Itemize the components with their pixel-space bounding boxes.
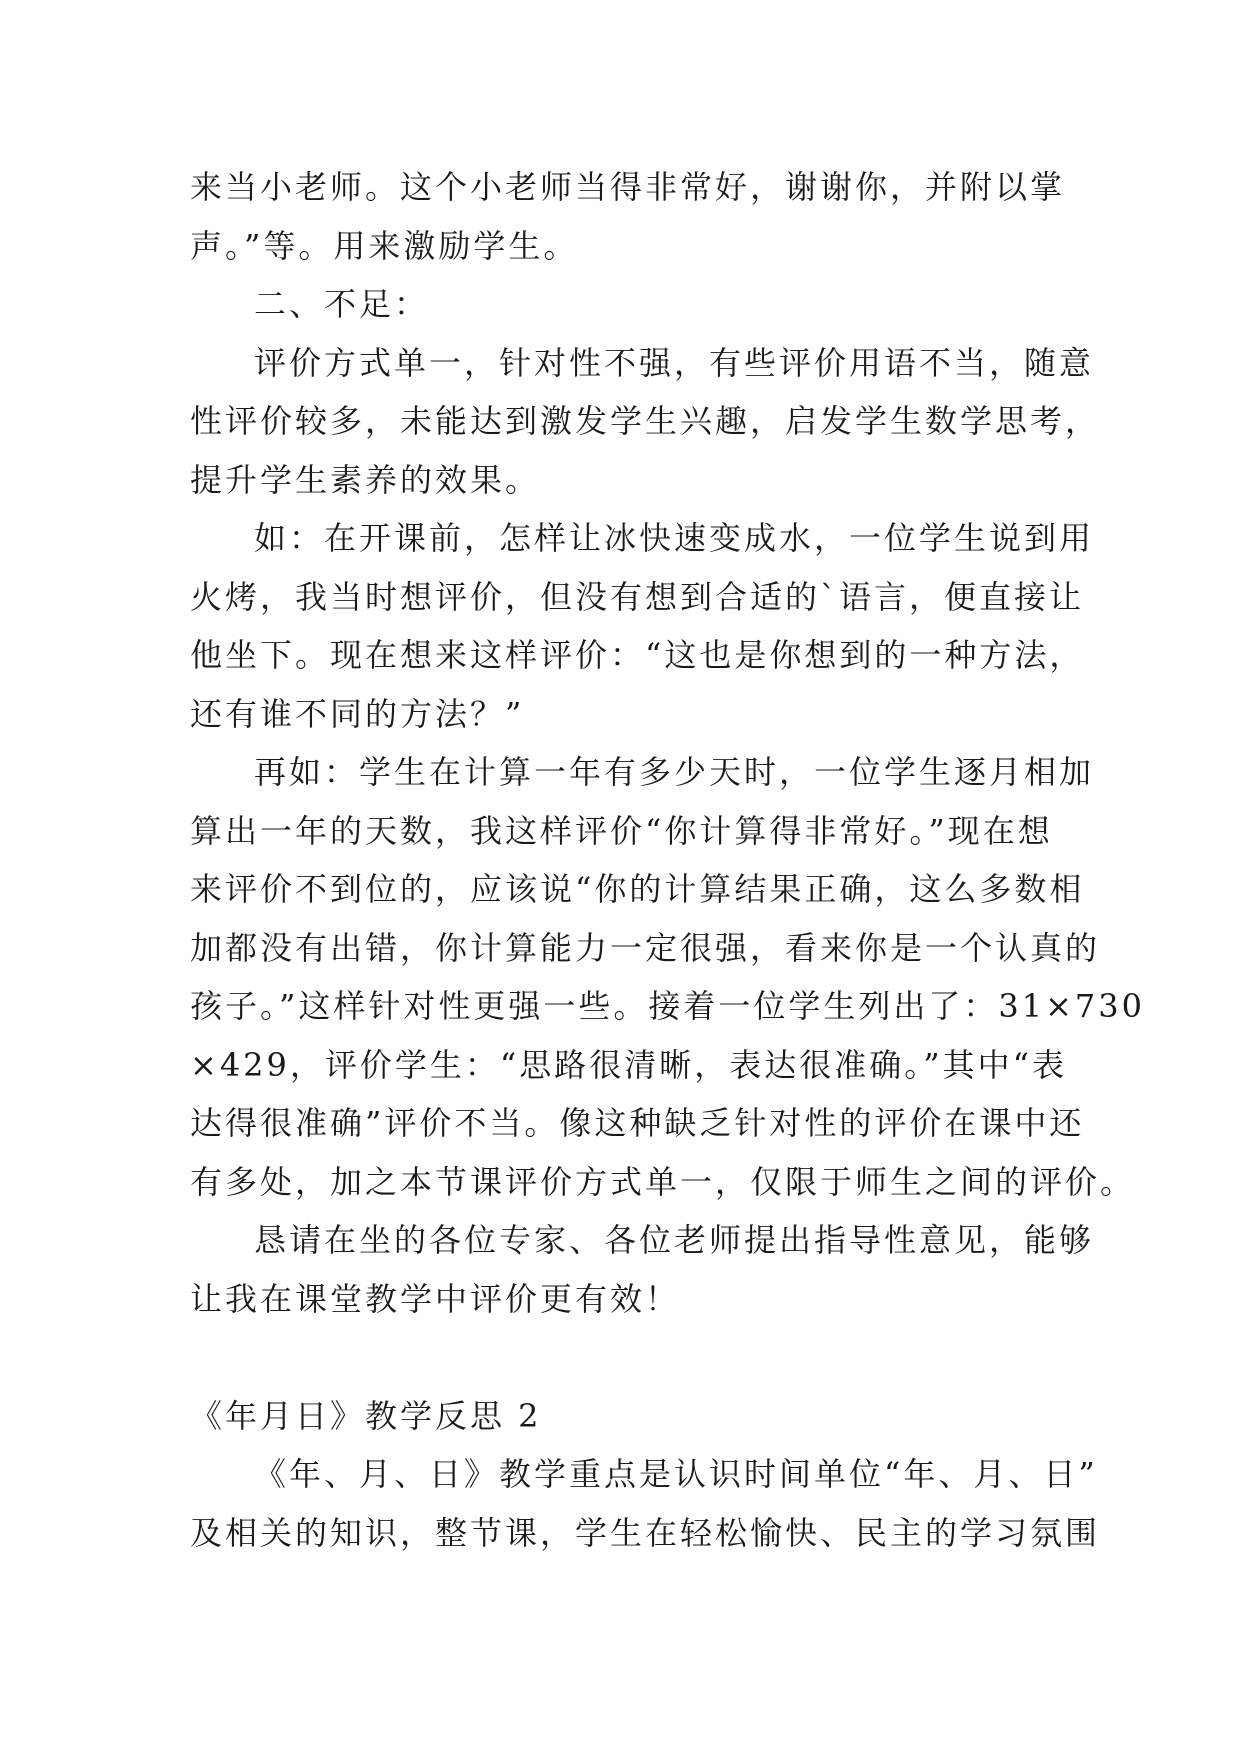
text-line: 孩子。”这样针对性更强一些。接着一位学生列出了：31×730 [190,987,1145,1025]
text-line: 有多处，加之本节课评价方式单一，仅限于师生之间的评价。 [190,1162,1136,1201]
text-line: 还有谁不同的方法？” [190,694,525,733]
text-line: 达得很准确”评价不当。像这种缺乏针对性的评价在课中还 [190,1104,1085,1142]
text-line: 《年、月、日》教学重点是认识时间单位“年、月、日” [254,1455,1098,1493]
text-line: 算出一年的天数，我这样评价“你计算得非常好。”现在想 [190,811,1053,850]
text-line: 火烤，我当时想评价，但没有想到合适的`语言，便直接让 [190,577,1085,616]
document-body [190,158,1145,1562]
text-line: 声。”等。用来激励学生。 [190,226,579,265]
text-line: 恳请在坐的各位专家、各位老师提出指导性意见，能够 [254,1221,1095,1259]
text-line: 他坐下。现在想来这样评价：“这也是你想到的一种方法， [190,636,1085,674]
paragraph-gap [190,1328,1060,1387]
text-line: ×429，评价学生：“思路很清晰，表达很准确。”其中“表 [190,1045,1067,1084]
text-line: 加都没有出错，你计算能力一定很强，看来你是一个认真的 [190,928,1101,967]
text-line: 让我在课堂教学中评价更有效！ [190,1279,681,1318]
section-heading-shortcomings: 二、不足： [254,285,430,323]
text-line: 来评价不到位的，应该说“你的计算结果正确，这么多数相 [190,870,1085,908]
section-title: 《年月日》教学反思 2 [190,1396,542,1435]
text-line: 提升学生素养的效果。 [190,460,541,499]
text-line: 再如：学生在计算一年有多少天时，一位学生逐月相加 [254,753,1095,791]
text-line: 来当小老师。这个小老师当得非常好，谢谢你，并附以掌 [190,168,1066,206]
text-line: 如：在开课前，怎样让冰快速变成水，一位学生说到用 [254,519,1095,557]
text-line: 评价方式单一，针对性不强，有些评价用语不当，随意 [254,343,1095,382]
text-line: 及相关的知识，整节课，学生在轻松愉快、民主的学习氛围 [190,1513,1101,1552]
text-line: 性评价较多，未能达到激发学生兴趣，启发学生数学思考， [190,402,1101,440]
